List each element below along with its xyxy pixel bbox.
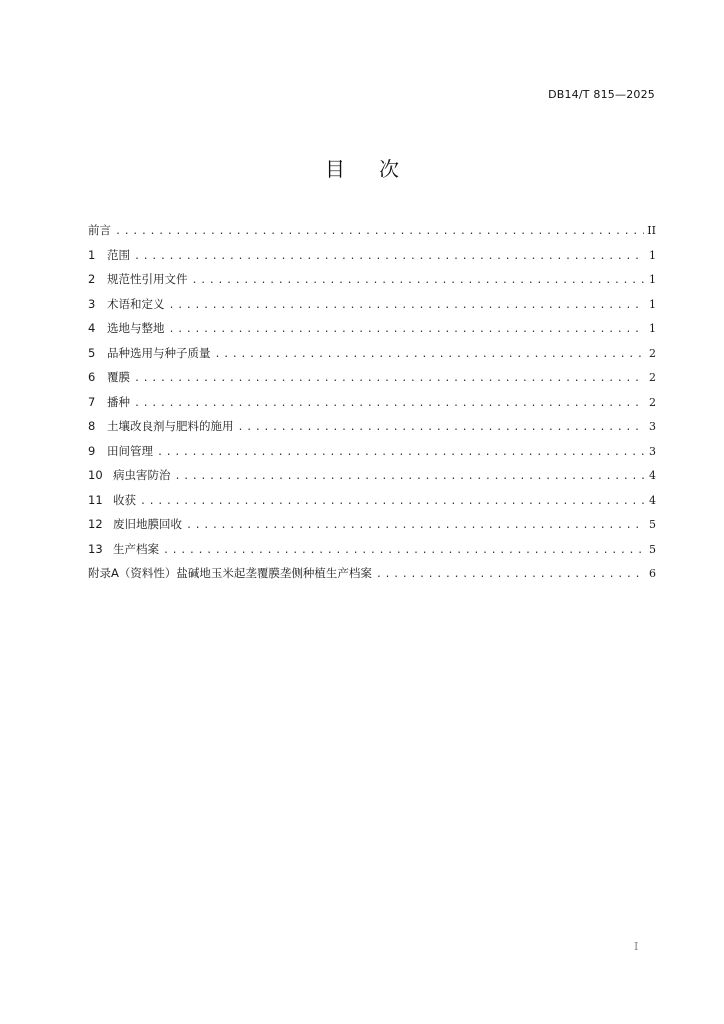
toc-entry-appendix-a[interactable] (88, 561, 656, 586)
toc-dot-leader (169, 318, 645, 343)
toc-title-char-1: 目 (325, 157, 345, 181)
toc-title (0, 153, 724, 182)
toc-dot-leader (175, 465, 645, 490)
toc-entry-page: 1 (649, 297, 656, 311)
toc-dot-leader (115, 220, 644, 245)
toc-entry-title: 土壤改良剂与肥料的施用 (107, 419, 234, 433)
toc-entry-page: 3 (649, 444, 656, 458)
toc-title-char-2: 次 (379, 157, 399, 181)
table-of-contents (88, 218, 656, 586)
toc-entry-7[interactable] (88, 390, 656, 415)
toc-entry-page: 4 (649, 493, 656, 507)
toc-dot-leader (192, 269, 645, 294)
toc-entry-4[interactable] (88, 316, 656, 341)
toc-entry-page: 2 (649, 395, 656, 409)
toc-entry-number: 9 (88, 443, 96, 458)
toc-entry-10[interactable] (88, 463, 656, 488)
toc-dot-leader (163, 539, 644, 564)
toc-entry-page: 4 (649, 469, 656, 482)
toc-entry-2[interactable] (88, 267, 656, 292)
toc-entry-title: 品种选用与种子质量 (107, 345, 211, 360)
toc-entry-page: 2 (649, 371, 656, 384)
toc-entry-number: 13 (88, 541, 103, 556)
toc-entry-title: 田间管理 (107, 443, 153, 458)
toc-entry-8[interactable] (88, 414, 656, 439)
toc-entry-page: 3 (649, 420, 656, 433)
toc-entry-title: 收获 (113, 492, 136, 507)
toc-entry-page: 5 (649, 518, 656, 531)
toc-dot-leader (140, 490, 644, 515)
toc-entry-page: 1 (649, 322, 656, 335)
toc-dot-leader (215, 343, 645, 368)
toc-entry-12[interactable] (88, 512, 656, 537)
toc-entry-page: 1 (649, 273, 656, 286)
toc-entry-11[interactable] (88, 488, 656, 513)
toc-entry-6[interactable] (88, 365, 656, 390)
toc-entry-title: 病虫害防治 (113, 468, 171, 482)
page-number: I (634, 940, 639, 953)
toc-entry-title: 附录A（资料性）盐碱地玉米起垄覆膜垄侧种植生产档案 (88, 566, 372, 580)
toc-entry-number: 2 (88, 272, 96, 286)
toc-dot-leader (169, 294, 645, 319)
toc-dot-leader (157, 441, 644, 466)
toc-entry-1[interactable] (88, 243, 656, 268)
toc-entry-9[interactable] (88, 439, 656, 464)
toc-entry-foreword[interactable] (88, 218, 656, 243)
toc-entry-number: 10 (88, 468, 103, 482)
toc-entry-number: 3 (88, 296, 96, 311)
toc-entry-number: 4 (88, 321, 96, 335)
document-code: DB14/T 815—2025 (548, 88, 655, 101)
toc-entry-page: 2 (649, 346, 656, 360)
toc-entry-title: 规范性引用文件 (107, 272, 188, 286)
toc-dot-leader (134, 367, 644, 392)
toc-dot-leader (238, 416, 645, 441)
toc-entry-number: 7 (88, 394, 96, 409)
toc-entry-number: 8 (88, 419, 96, 433)
toc-entry-title: 前言 (88, 223, 111, 237)
toc-entry-number: 6 (88, 370, 96, 384)
toc-entry-title: 选地与整地 (107, 321, 165, 335)
toc-entry-number: 11 (88, 492, 103, 507)
toc-entry-title: 播种 (107, 394, 130, 409)
toc-entry-3[interactable] (88, 292, 656, 317)
toc-entry-5[interactable] (88, 341, 656, 366)
toc-entry-page: 5 (649, 542, 656, 556)
toc-dot-leader (134, 245, 644, 270)
toc-dot-leader (376, 563, 644, 588)
toc-entry-number: 12 (88, 517, 103, 531)
toc-entry-page: 1 (649, 248, 656, 262)
toc-dot-leader (134, 392, 644, 417)
toc-entry-title: 废旧地膜回收 (113, 517, 182, 531)
toc-entry-title: 覆膜 (107, 370, 130, 384)
toc-entry-title: 范围 (107, 247, 130, 262)
toc-entry-page: 6 (649, 567, 656, 580)
toc-entry-number: 1 (88, 247, 96, 262)
toc-entry-number: 5 (88, 345, 96, 360)
toc-entry-title: 术语和定义 (107, 296, 165, 311)
toc-entry-title: 生产档案 (113, 541, 159, 556)
toc-entry-page: II (647, 224, 656, 237)
toc-entry-13[interactable] (88, 537, 656, 562)
toc-dot-leader (186, 514, 644, 539)
